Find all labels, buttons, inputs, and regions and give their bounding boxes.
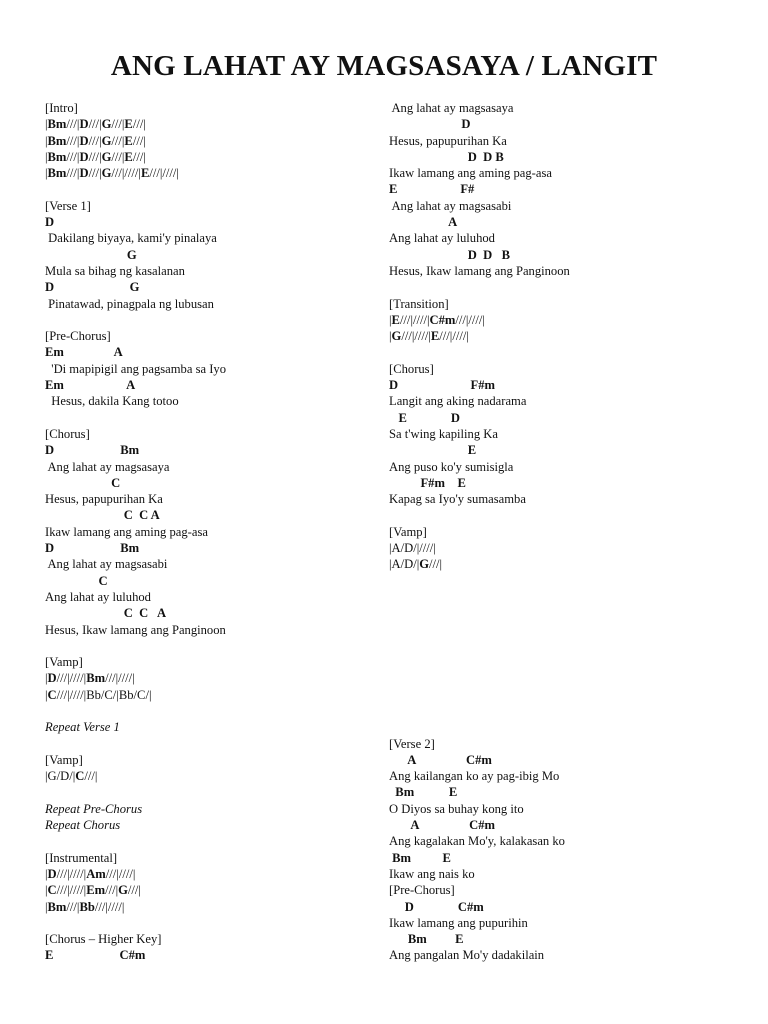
chord-line: C C A xyxy=(45,606,167,621)
section-label: [Chorus] xyxy=(45,426,90,441)
chord-line: E D xyxy=(389,410,461,425)
lyric-line: Sa t'wing kapiling Ka xyxy=(389,426,498,441)
spacer xyxy=(389,638,749,654)
chord-bar-line: |G///|////|E///|////| xyxy=(389,329,469,344)
spacer xyxy=(389,654,749,670)
chord-line: C xyxy=(45,475,121,490)
spacer xyxy=(389,507,749,523)
lyric-line: Ang lahat ay luluhod xyxy=(45,589,151,604)
chord-bar-line: |G/D/|C///| xyxy=(45,769,98,784)
spacer xyxy=(389,703,749,719)
lyric-line: Ang lahat ay magsasaya xyxy=(45,459,170,474)
chord-line: Em A xyxy=(45,345,123,360)
spacer xyxy=(389,605,749,621)
lyric-line: Hesus, papupurihan Ka xyxy=(45,492,163,507)
lyric-line: Ang kagalakan Mo'y, kalakasan ko xyxy=(389,834,565,849)
lyric-line: Dakilang biyaya, kami'y pinalaya xyxy=(45,231,217,246)
chord-bar-line: |C///|////|Bb/C/|Bb/C/| xyxy=(45,687,152,702)
lyric-line: Ang lahat ay magsasaya xyxy=(389,101,514,115)
lyric-line: Kapag sa Iyo'y sumasamba xyxy=(389,492,526,507)
section-label: [Pre-Chorus] xyxy=(45,329,111,344)
spacer xyxy=(45,703,375,719)
spacer xyxy=(389,622,749,638)
chord-bar-line: |C///|////|Em///|G///| xyxy=(45,883,141,898)
chord-line: D Bm xyxy=(45,541,140,556)
section-label: [Verse 2] xyxy=(389,736,435,751)
section-label: [Pre-Chorus] xyxy=(389,883,455,898)
lyric-line: Ang kailangan ko ay pag-ibig Mo xyxy=(389,769,560,784)
section-label: [Intro] xyxy=(45,101,78,115)
lyric-line: Ang lahat ay magsasabi xyxy=(45,557,168,572)
chord-line: D C#m xyxy=(389,899,484,914)
chord-bar-line: |A/D/|G///| xyxy=(389,557,443,572)
lyric-line: Ikaw lamang ang aming pag-asa xyxy=(45,524,208,539)
chord-line: D Bm xyxy=(45,443,140,458)
lyric-line: O Diyos sa buhay kong ito xyxy=(389,801,524,816)
chord-line: E C#m xyxy=(45,948,146,963)
chord-bar-line: |E///|////|C#m///|////| xyxy=(389,312,485,327)
chord-bar-line: |D///|////|Am///|////| xyxy=(45,866,136,881)
chord-line: A C#m xyxy=(389,818,496,833)
lyric-line: Ang lahat ay luluhod xyxy=(389,231,495,246)
spacer xyxy=(45,312,375,328)
chord-line: F#m E xyxy=(389,475,466,490)
chord-line: D D B xyxy=(389,149,504,164)
repeat-note: Repeat Chorus xyxy=(45,818,121,833)
chord-bar-line: |Bm///|Bb///|////| xyxy=(45,899,125,914)
lyric-line: 'Di mapipigil ang pagsamba sa Iyo xyxy=(45,361,226,376)
spacer xyxy=(45,410,375,426)
spacer xyxy=(389,589,749,605)
repeat-note: Repeat Verse 1 xyxy=(45,720,120,735)
chord-line: D xyxy=(389,117,471,132)
lyric-line: Hesus, Ikaw lamang ang Panginoon xyxy=(389,263,570,278)
spacer xyxy=(389,687,749,703)
section-label: [Chorus] xyxy=(389,361,434,376)
chord-bar-line: |D///|////|Bm///|////| xyxy=(45,671,135,686)
section-label: [Vamp] xyxy=(45,655,83,670)
chord-bar-line: |Bm///|D///|G///|E///| xyxy=(45,149,146,164)
lyric-line: Hesus, Ikaw lamang ang Panginoon xyxy=(45,622,226,637)
spacer xyxy=(45,181,375,197)
song-title: ANG LAHAT AY MAGSASAYA / LANGIT xyxy=(110,50,658,82)
lyric-line: Ikaw lamang ang pupurihin xyxy=(389,915,528,930)
spacer xyxy=(389,573,749,589)
lyric-line: Mula sa bihag ng kasalanan xyxy=(45,263,185,278)
chord-line: A C#m xyxy=(389,752,492,767)
lyric-line: Ikaw lamang ang aming pag-asa xyxy=(389,166,552,181)
section-label: [Transition] xyxy=(389,296,449,311)
chord-bar-line: |Bm///|D///|G///|////|E///|////| xyxy=(45,166,179,181)
section-label: [Vamp] xyxy=(389,524,427,539)
lyric-line: Ang puso ko'y sumisigla xyxy=(389,459,514,474)
lyric-line: Ang pangalan Mo'y dadakilain xyxy=(389,948,545,963)
spacer xyxy=(45,833,375,849)
chord-line: C C A xyxy=(45,508,160,523)
chord-line: A xyxy=(389,215,458,230)
chord-bar-line: |A/D/|////| xyxy=(389,541,436,556)
spacer xyxy=(389,344,749,360)
section-label: [Instrumental] xyxy=(45,850,118,865)
lyric-line: Ikaw ang nais ko xyxy=(389,866,475,881)
spacer xyxy=(389,279,749,295)
spacer xyxy=(45,736,375,752)
section-label: [Vamp] xyxy=(45,752,83,767)
chord-line: D G xyxy=(45,280,140,295)
spacer xyxy=(45,915,375,931)
section-label: [Verse 1] xyxy=(45,198,91,213)
chord-line: D xyxy=(45,215,55,230)
chord-line: D D B xyxy=(389,247,511,262)
right-column xyxy=(389,100,749,964)
chord-bar-line: |Bm///|D///|G///|E///| xyxy=(45,133,146,148)
section-label: [Chorus – Higher Key] xyxy=(45,932,162,947)
lyric-line: Hesus, dakila Kang totoo xyxy=(45,394,179,409)
lyric-line: Pinatawad, pinagpala ng lubusan xyxy=(45,296,214,311)
lyric-line: Hesus, papupurihan Ka xyxy=(389,133,507,148)
chord-line: E xyxy=(389,443,477,458)
chord-line: C xyxy=(45,573,108,588)
spacer xyxy=(389,670,749,686)
repeat-note: Repeat Pre-Chorus xyxy=(45,801,143,816)
left-column xyxy=(45,100,375,964)
lyric-line: Ang lahat ay magsasabi xyxy=(389,198,512,213)
chord-bar-line: |Bm///|D///|G///|E///| xyxy=(45,117,146,132)
chord-line: Bm E xyxy=(389,932,464,947)
chord-line: Bm E xyxy=(389,785,458,800)
spacer xyxy=(45,784,375,800)
lyric-line: Langit ang aking nadarama xyxy=(389,394,527,409)
spacer xyxy=(45,638,375,654)
chord-line: Em A xyxy=(45,378,136,393)
chord-line: G xyxy=(45,247,137,262)
spacer xyxy=(389,719,749,735)
chord-line: E F# xyxy=(389,182,475,197)
chord-line: Bm E xyxy=(389,850,451,865)
chord-line: D F#m xyxy=(389,378,495,393)
